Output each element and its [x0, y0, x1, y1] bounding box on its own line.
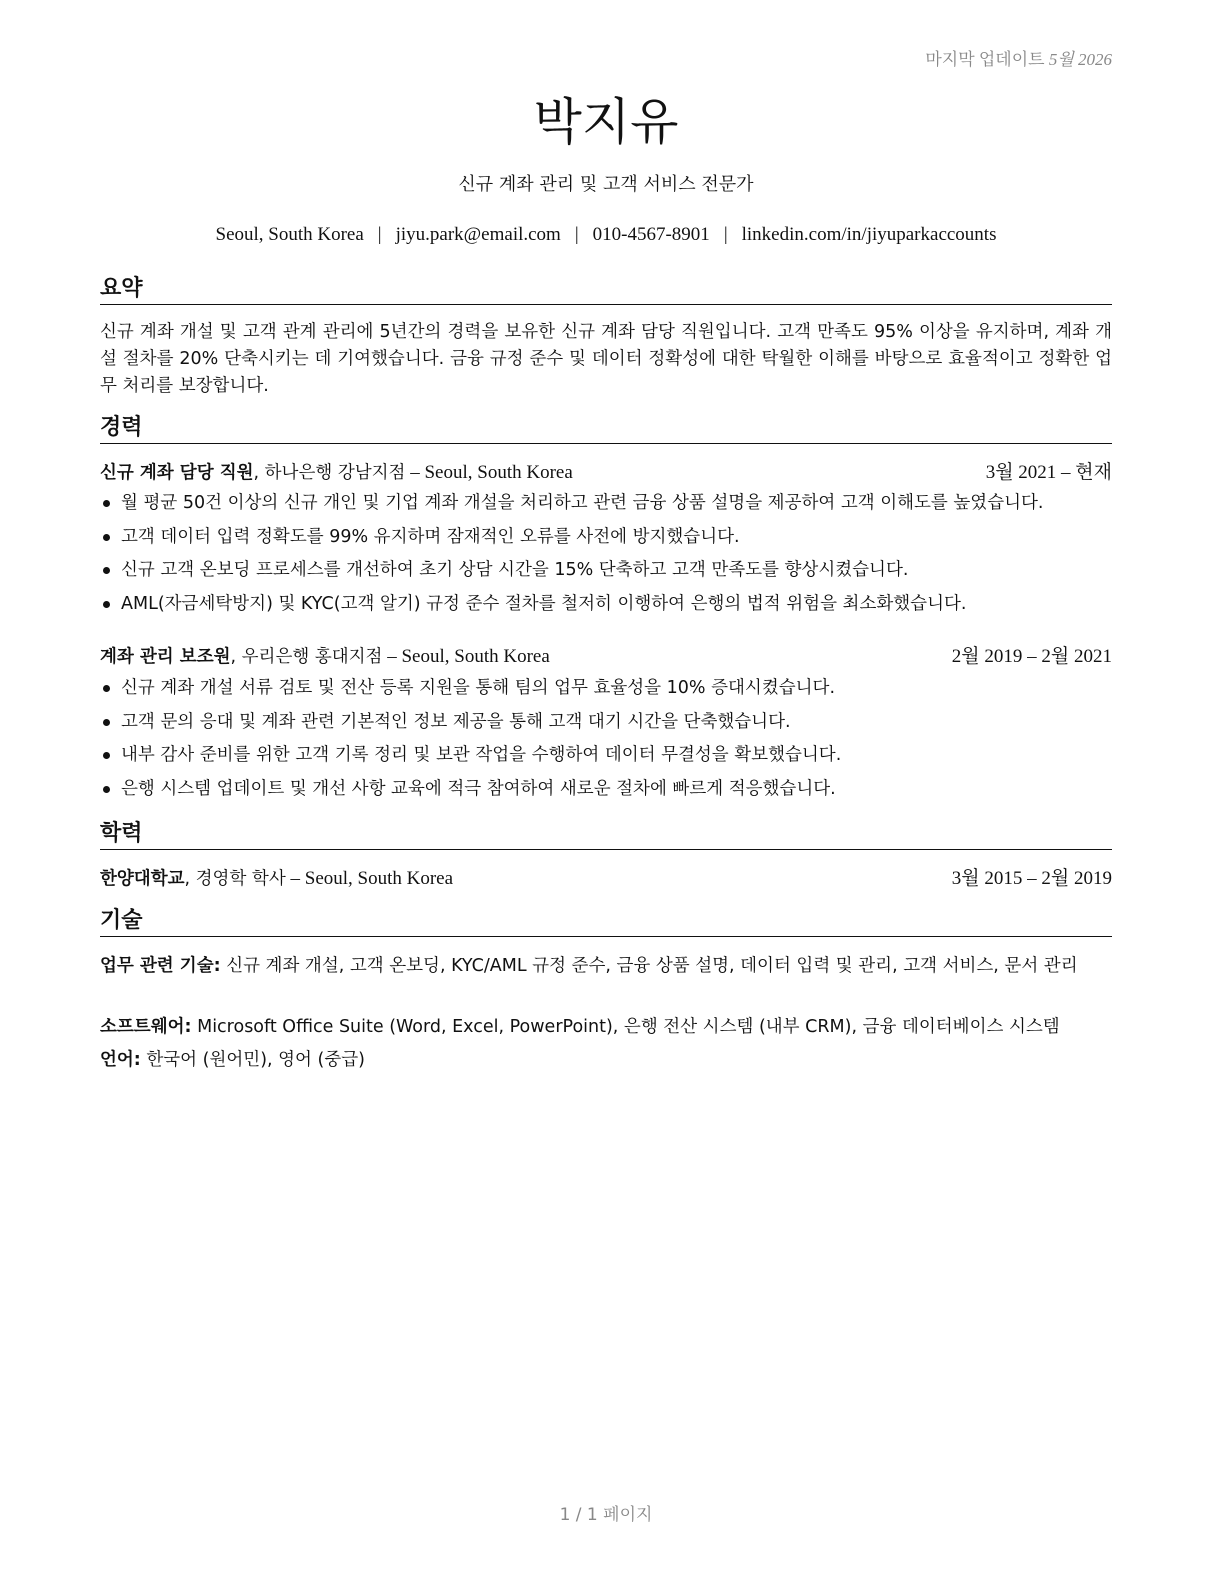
page-number: 1 / 1 페이지 [559, 1505, 653, 1525]
contact-separator: | [574, 224, 579, 245]
contact-line [100, 224, 1112, 246]
contact-phone: 010-4567-8901 [592, 224, 710, 245]
summary-heading: 요약 [100, 275, 1112, 305]
candidate-name: 박지유 [533, 93, 679, 151]
skills-label: 언어: [100, 1050, 141, 1070]
education-heading: 학력 [100, 820, 1112, 850]
contact-separator: | [723, 224, 728, 245]
job-dates: 2월 2019 – 2월 2021 [951, 646, 1112, 667]
job-dates: 3월 2021 – 현재 [985, 462, 1112, 483]
education-location: – Seoul, South Korea [285, 868, 454, 889]
skills-label: 소프트웨어: [100, 1017, 192, 1037]
skills-value: 신규 계좌 개설, 고객 온보딩, KYC/AML 규정 준수, 금융 상품 설명, 데이터 입력 및 관리, 고객 서비스, 문서 관리 [220, 956, 1078, 976]
degree: , 경영학 학사 [184, 869, 286, 889]
bullet-item: 고객 데이터 입력 정확도를 99% 유지하며 잠재적인 오류를 사전에 방지했습니다. [100, 524, 1112, 558]
job-title: 신규 계좌 담당 직원 [100, 463, 254, 483]
job-org: , 하나은행 강남지점 [253, 463, 406, 483]
bullet-item: 신규 계좌 개설 서류 검토 및 전산 등록 지원을 통해 팀의 업무 효율성을 10% 증대시켰습니다. [100, 675, 1112, 709]
skills-label: 업무 관련 기술: [100, 956, 221, 976]
contact-linkedin[interactable]: linkedin.com/in/jiyuparkaccounts [741, 224, 997, 245]
job-title: 계좌 관리 보조원 [100, 647, 231, 667]
education-entry [100, 866, 1112, 892]
education-dates: 3월 2015 – 2월 2019 [951, 868, 1112, 889]
bullet-item: 월 평균 50건 이상의 신규 개인 및 기업 계좌 개설을 처리하고 관련 금융 상품 설명을 제공하여 고객 이해도를 높였습니다. [100, 490, 1112, 524]
bullet-item: 고객 문의 응대 및 계좌 관련 기본적인 정보 제공을 통해 고객 대기 시간을 단축했습니다. [100, 709, 1112, 743]
job-location: – Seoul, South Korea [382, 646, 550, 667]
last-updated [925, 45, 1112, 70]
school-name: 한양대학교 [100, 869, 185, 889]
contact-location: Seoul, South Korea [215, 224, 364, 245]
skills-value: 한국어 (원어민), 영어 (중급) [140, 1050, 365, 1070]
job-header [100, 460, 1112, 486]
bullet-item: 은행 시스템 업데이트 및 개선 사항 교육에 적극 참여하여 새로운 절차에 빠르게 적응했습니다. [100, 776, 1112, 810]
skills-item [100, 953, 1112, 979]
skills-item [100, 1047, 1112, 1073]
skills-value: Microsoft Office Suite (Word, Excel, PowerPoint), 은행 전산 시스템 (내부 CRM), 금융 데이터베이스 시스템 [191, 1017, 1060, 1037]
last-updated-label: 마지막 업데이트 [925, 50, 1045, 69]
contact-separator: | [377, 224, 382, 245]
resume-page [100, 0, 1112, 1584]
skills-heading: 기술 [100, 907, 1112, 937]
bullet-item: AML(자금세탁방지) 및 KYC(고객 알기) 규정 준수 절차를 철저히 이행하여 은행의 법적 위험을 최소화했습니다. [100, 591, 1112, 625]
bullet-item: 신규 고객 온보딩 프로세스를 개선하여 초기 상담 시간을 15% 단축하고 고객 만족도를 향상시켰습니다. [100, 557, 1112, 591]
last-updated-date: 5월 2026 [1048, 50, 1112, 69]
skills-item [100, 1014, 1112, 1040]
job-header [100, 644, 1112, 670]
job-org: , 우리은행 홍대지점 [230, 647, 383, 667]
candidate-subtitle: 신규 계좌 관리 및 고객 서비스 전문가 [458, 174, 754, 195]
job-bullets [100, 490, 1112, 624]
bullet-item: 내부 감사 준비를 위한 고객 기록 정리 및 보관 작업을 수행하여 데이터 무결성을 확보했습니다. [100, 742, 1112, 776]
job-bullets [100, 675, 1112, 809]
summary-text: 신규 계좌 개설 및 고객 관계 관리에 5년간의 경력을 보유한 신규 계좌 담당 직원입니다. 고객 만족도 95% 이상을 유지하며, 계좌 개설 절차를 20% 단축시키는 데 기여했습니다. 금융 규정 준수 및 데이터 정확성에 대한 탁월한 이해를 바탕으로 효율적이고 정확한 업무 처리를 보장합니다. [100, 322, 1112, 396]
contact-email[interactable]: jiyu.park@email.com [395, 224, 561, 245]
job-location: – Seoul, South Korea [405, 462, 573, 483]
experience-heading: 경력 [100, 414, 1112, 444]
